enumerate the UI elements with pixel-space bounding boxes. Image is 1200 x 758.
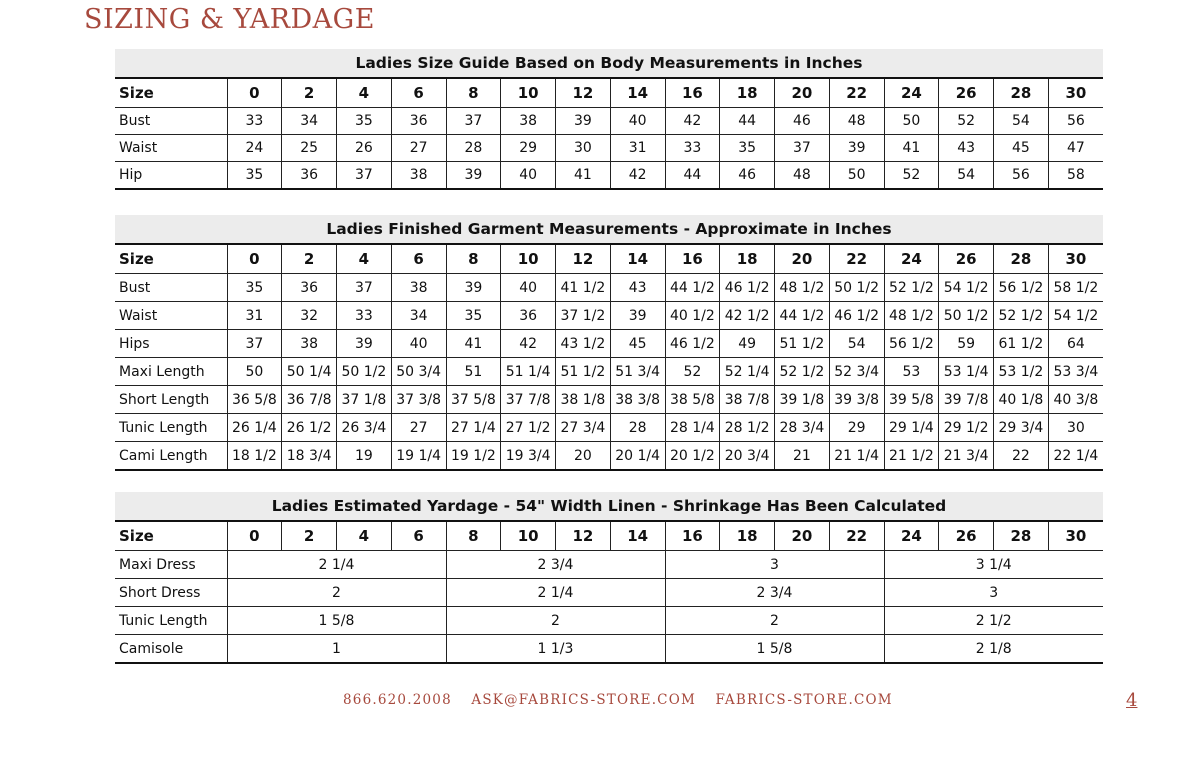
size-header-cell: 22 [829,78,884,108]
table-cell: 50 3/4 [391,358,446,386]
table-cell: 20 1/4 [610,442,665,471]
table-cell: 3 [884,579,1103,607]
table-cell: 44 1/2 [665,274,720,302]
table-cell: 37 3/8 [391,386,446,414]
table-cell: 51 3/4 [610,358,665,386]
size-guide-section [115,49,1103,190]
size-header-cell: 6 [391,244,446,274]
size-header-cell: 8 [446,521,501,551]
row-label: Waist [115,135,227,162]
size-header-cell: 12 [556,521,611,551]
table-cell: 37 [337,274,392,302]
table-row [115,414,1103,442]
table-cell: 39 1/8 [775,386,830,414]
table-cell: 1 1/3 [446,635,665,664]
size-header-label: Size [115,78,227,108]
table-cell: 51 1/4 [501,358,556,386]
table-row [115,162,1103,190]
table-cell: 1 [227,635,446,664]
table-cell: 18 1/2 [227,442,282,471]
table-cell: 42 1/2 [720,302,775,330]
size-header-label: Size [115,244,227,274]
size-header-cell: 22 [829,521,884,551]
table-cell: 46 1/2 [829,302,884,330]
size-header-cell: 12 [556,78,611,108]
table-cell: 52 [665,358,720,386]
page-number[interactable]: 4 [1126,690,1138,711]
table-row [115,330,1103,358]
table-cell: 52 [939,108,994,135]
size-header-cell: 26 [939,521,994,551]
table-row [115,607,1103,635]
table-cell: 33 [665,135,720,162]
table-cell: 35 [227,162,282,190]
table-cell: 39 [446,274,501,302]
table-cell: 61 1/2 [994,330,1049,358]
table-cell: 42 [665,108,720,135]
table-cell: 49 [720,330,775,358]
row-label: Hip [115,162,227,190]
table-cell: 43 [939,135,994,162]
table-cell: 40 [610,108,665,135]
size-header-cell: 0 [227,78,282,108]
table-cell: 39 [446,162,501,190]
table-cell: 38 [282,330,337,358]
table-cell: 29 [501,135,556,162]
table-cell: 36 [501,302,556,330]
row-label: Camisole [115,635,227,664]
yardage-table [115,520,1103,664]
table-row [115,358,1103,386]
table-cell: 46 1/2 [720,274,775,302]
table-cell: 56 1/2 [884,330,939,358]
table-cell: 43 1/2 [556,330,611,358]
table-cell: 53 [884,358,939,386]
table-cell: 22 1/4 [1048,442,1103,471]
table-cell: 29 3/4 [994,414,1049,442]
table-cell: 40 3/8 [1048,386,1103,414]
table-cell: 50 1/4 [282,358,337,386]
table-cell: 48 1/2 [884,302,939,330]
size-guide-caption: Ladies Size Guide Based on Body Measurements in Inches [115,49,1103,77]
table-cell: 34 [282,108,337,135]
size-header-cell: 30 [1048,78,1103,108]
table-cell: 2 3/4 [665,579,884,607]
table-cell: 58 1/2 [1048,274,1103,302]
table-cell: 30 [556,135,611,162]
size-header-cell: 30 [1048,244,1103,274]
table-cell: 29 1/4 [884,414,939,442]
size-header-cell: 16 [665,244,720,274]
size-header-cell: 8 [446,244,501,274]
size-header-cell: 20 [775,244,830,274]
table-cell: 28 1/4 [665,414,720,442]
table-cell: 44 1/2 [775,302,830,330]
size-header-cell: 18 [720,244,775,274]
table-cell: 27 3/4 [556,414,611,442]
size-header-cell: 22 [829,244,884,274]
table-cell: 48 [775,162,830,190]
size-header-cell: 2 [282,244,337,274]
row-label: Short Dress [115,579,227,607]
table-cell: 38 1/8 [556,386,611,414]
row-label: Tunic Length [115,414,227,442]
row-label: Hips [115,330,227,358]
row-label: Bust [115,274,227,302]
table-cell: 22 [994,442,1049,471]
table-cell: 48 [829,108,884,135]
table-cell: 41 [556,162,611,190]
table-cell: 27 [391,135,446,162]
size-header-cell: 30 [1048,521,1103,551]
table-cell: 38 [391,162,446,190]
yardage-section [115,492,1103,664]
table-cell: 37 7/8 [501,386,556,414]
table-cell: 39 [337,330,392,358]
table-cell: 35 [720,135,775,162]
table-cell: 3 [665,551,884,579]
table-cell: 37 [446,108,501,135]
table-cell: 36 [391,108,446,135]
table-cell: 54 [994,108,1049,135]
table-cell: 47 [1048,135,1103,162]
size-header-cell: 10 [501,521,556,551]
table-cell: 26 1/4 [227,414,282,442]
table-cell: 39 3/8 [829,386,884,414]
table-cell: 39 [556,108,611,135]
size-header-cell: 6 [391,521,446,551]
table-cell: 19 [337,442,392,471]
garment-table [115,243,1103,471]
table-cell: 26 [337,135,392,162]
table-cell: 2 [665,607,884,635]
table-cell: 37 [775,135,830,162]
table-cell: 41 [446,330,501,358]
size-header-cell: 28 [994,244,1049,274]
table-row [115,442,1103,471]
table-cell: 2 [227,579,446,607]
garment-section [115,215,1103,471]
table-cell: 39 [610,302,665,330]
footer-phone[interactable]: 866.620.2008 [343,692,452,708]
size-header-cell: 12 [556,244,611,274]
table-cell: 51 1/2 [556,358,611,386]
table-row [115,135,1103,162]
table-cell: 27 1/4 [446,414,501,442]
table-cell: 37 [337,162,392,190]
table-cell: 21 [775,442,830,471]
table-cell: 51 1/2 [775,330,830,358]
table-cell: 40 [501,274,556,302]
row-label: Waist [115,302,227,330]
size-header-cell: 20 [775,78,830,108]
table-cell: 37 5/8 [446,386,501,414]
size-header-cell: 0 [227,521,282,551]
table-cell: 29 1/2 [939,414,994,442]
table-cell: 24 [227,135,282,162]
table-cell: 33 [337,302,392,330]
table-cell: 2 1/2 [884,607,1103,635]
size-header-cell: 28 [994,521,1049,551]
table-cell: 50 [829,162,884,190]
table-cell: 52 1/2 [884,274,939,302]
table-cell: 52 3/4 [829,358,884,386]
yardage-header-row [115,521,1103,551]
page-title: SIZING & YARDAGE [84,4,375,35]
size-header-cell: 24 [884,521,939,551]
table-cell: 33 [227,108,282,135]
table-cell: 64 [1048,330,1103,358]
size-header-cell: 10 [501,244,556,274]
size-header-cell: 2 [282,78,337,108]
table-cell: 50 1/2 [337,358,392,386]
table-cell: 2 1/4 [227,551,446,579]
table-cell: 36 [282,274,337,302]
table-cell: 3 1/4 [884,551,1103,579]
size-header-cell: 2 [282,521,337,551]
table-cell: 1 5/8 [227,607,446,635]
table-cell: 45 [610,330,665,358]
size-header-cell: 14 [610,78,665,108]
table-cell: 46 [775,108,830,135]
table-cell: 29 [829,414,884,442]
footer-website[interactable]: FABRICS-STORE.COM [715,692,893,708]
footer-email[interactable]: ASK@FABRICS-STORE.COM [471,692,697,708]
table-cell: 21 3/4 [939,442,994,471]
table-cell: 50 [227,358,282,386]
row-label: Maxi Dress [115,551,227,579]
size-header-cell: 16 [665,78,720,108]
size-header-cell: 8 [446,78,501,108]
table-cell: 41 [884,135,939,162]
table-cell: 19 1/4 [391,442,446,471]
table-cell: 46 1/2 [665,330,720,358]
size-header-cell: 4 [337,78,392,108]
table-cell: 19 1/2 [446,442,501,471]
table-cell: 21 1/2 [884,442,939,471]
table-cell: 38 7/8 [720,386,775,414]
table-cell: 53 1/2 [994,358,1049,386]
table-cell: 35 [446,302,501,330]
garment-header-row [115,244,1103,274]
table-cell: 20 [556,442,611,471]
table-cell: 27 [391,414,446,442]
size-header-cell: 28 [994,78,1049,108]
table-cell: 36 7/8 [282,386,337,414]
size-header-cell: 26 [939,78,994,108]
table-cell: 37 [227,330,282,358]
table-cell: 40 1/2 [665,302,720,330]
table-row [115,108,1103,135]
row-label: Tunic Length [115,607,227,635]
table-row [115,302,1103,330]
table-row [115,579,1103,607]
table-cell: 45 [994,135,1049,162]
table-cell: 52 [884,162,939,190]
table-cell: 26 1/2 [282,414,337,442]
table-row [115,551,1103,579]
size-header-cell: 4 [337,244,392,274]
table-cell: 37 1/8 [337,386,392,414]
table-cell: 58 [1048,162,1103,190]
size-header-cell: 0 [227,244,282,274]
table-cell: 1 5/8 [665,635,884,664]
table-cell: 2 1/8 [884,635,1103,664]
table-cell: 28 1/2 [720,414,775,442]
table-cell: 2 [446,607,665,635]
size-header-label: Size [115,521,227,551]
table-cell: 52 1/2 [994,302,1049,330]
table-cell: 35 [337,108,392,135]
table-cell: 18 3/4 [282,442,337,471]
table-cell: 42 [610,162,665,190]
table-cell: 39 7/8 [939,386,994,414]
table-cell: 28 3/4 [775,414,830,442]
table-cell: 42 [501,330,556,358]
size-header-cell: 24 [884,78,939,108]
table-cell: 52 1/4 [720,358,775,386]
table-cell: 37 1/2 [556,302,611,330]
table-cell: 28 [610,414,665,442]
table-cell: 44 [665,162,720,190]
size-header-cell: 20 [775,521,830,551]
table-row [115,635,1103,664]
size-header-cell: 16 [665,521,720,551]
table-cell: 30 [1048,414,1103,442]
size-guide-table [115,77,1103,190]
size-header-cell: 24 [884,244,939,274]
table-cell: 38 [391,274,446,302]
size-guide-header-row [115,78,1103,108]
table-cell: 50 1/2 [939,302,994,330]
table-cell: 26 3/4 [337,414,392,442]
table-cell: 35 [227,274,282,302]
table-cell: 54 [829,330,884,358]
size-header-cell: 26 [939,244,994,274]
table-cell: 53 1/4 [939,358,994,386]
size-header-cell: 6 [391,78,446,108]
table-cell: 40 [391,330,446,358]
size-header-cell: 14 [610,521,665,551]
table-cell: 43 [610,274,665,302]
table-cell: 40 [501,162,556,190]
size-header-cell: 10 [501,78,556,108]
table-cell: 56 1/2 [994,274,1049,302]
table-cell: 41 1/2 [556,274,611,302]
table-cell: 25 [282,135,337,162]
table-row [115,274,1103,302]
table-cell: 2 3/4 [446,551,665,579]
table-cell: 36 5/8 [227,386,282,414]
table-cell: 48 1/2 [775,274,830,302]
table-cell: 50 [884,108,939,135]
table-cell: 20 1/2 [665,442,720,471]
table-cell: 38 [501,108,556,135]
table-cell: 56 [994,162,1049,190]
table-cell: 51 [446,358,501,386]
table-cell: 31 [227,302,282,330]
table-cell: 50 1/2 [829,274,884,302]
table-cell: 53 3/4 [1048,358,1103,386]
table-row [115,386,1103,414]
table-cell: 54 1/2 [1048,302,1103,330]
table-cell: 28 [446,135,501,162]
table-cell: 38 5/8 [665,386,720,414]
garment-caption: Ladies Finished Garment Measurements - Approximate in Inches [115,215,1103,243]
size-header-cell: 14 [610,244,665,274]
table-cell: 40 1/8 [994,386,1049,414]
table-cell: 32 [282,302,337,330]
row-label: Bust [115,108,227,135]
table-cell: 27 1/2 [501,414,556,442]
table-cell: 39 5/8 [884,386,939,414]
table-cell: 2 1/4 [446,579,665,607]
table-cell: 59 [939,330,994,358]
row-label: Cami Length [115,442,227,471]
table-cell: 20 3/4 [720,442,775,471]
size-header-cell: 18 [720,78,775,108]
table-cell: 21 1/4 [829,442,884,471]
table-cell: 19 3/4 [501,442,556,471]
size-header-cell: 18 [720,521,775,551]
table-cell: 44 [720,108,775,135]
table-cell: 52 1/2 [775,358,830,386]
table-cell: 46 [720,162,775,190]
row-label: Maxi Length [115,358,227,386]
table-cell: 34 [391,302,446,330]
table-cell: 54 1/2 [939,274,994,302]
size-header-cell: 4 [337,521,392,551]
table-cell: 56 [1048,108,1103,135]
yardage-caption: Ladies Estimated Yardage - 54" Width Linen - Shrinkage Has Been Calculated [115,492,1103,520]
table-cell: 31 [610,135,665,162]
table-cell: 39 [829,135,884,162]
row-label: Short Length [115,386,227,414]
contact-footer [343,692,907,708]
table-cell: 38 3/8 [610,386,665,414]
table-cell: 36 [282,162,337,190]
table-cell: 54 [939,162,994,190]
